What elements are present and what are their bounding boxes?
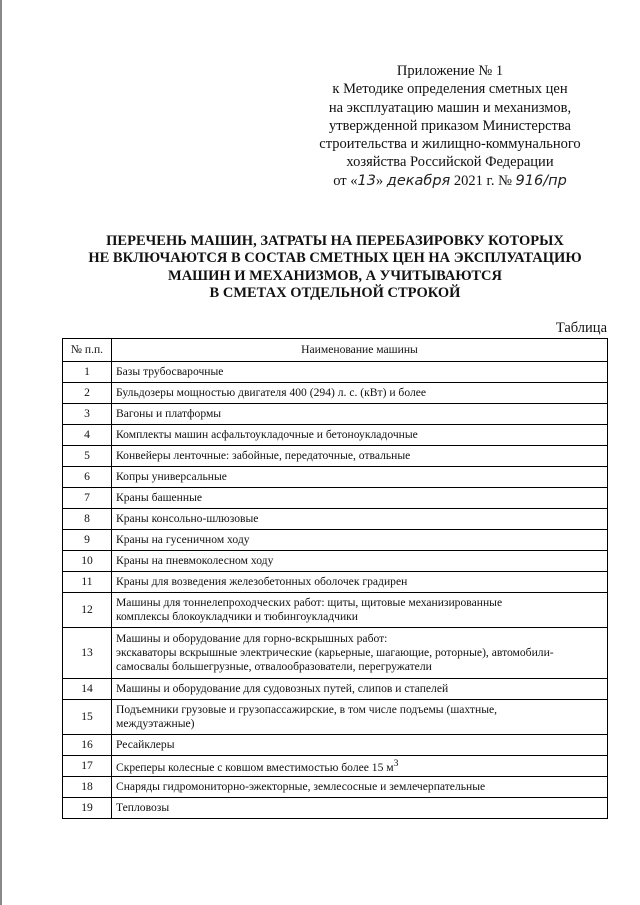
machine-name-line: экскаваторы вскрышные электрические (карьерные, шагающие, роторные), автомобили- (116, 646, 554, 659)
title-line: НЕ ВКЛЮЧАЮТСЯ В СОСТАВ СМЕТНЫХ ЦЕН НА ЭКСПЛУАТАЦИЮ (88, 250, 582, 267)
machine-name: Копры универсальные (112, 467, 608, 488)
table-row (63, 488, 608, 509)
table-row (63, 362, 608, 383)
appendix-line: на эксплуатацию машин и механизмов, (328, 99, 572, 116)
table-row (63, 467, 608, 488)
table-row (63, 756, 608, 777)
machine-name: Краны консольно-шлюзовые (112, 509, 608, 530)
title-line: В СМЕТАХ ОТДЕЛЬНОЙ СТРОКОЙ (209, 284, 461, 301)
date-year: 2021 (453, 172, 483, 189)
date-month-handwritten: декабря (386, 172, 451, 189)
table-row (63, 679, 608, 700)
row-number: 3 (63, 404, 112, 425)
machine-name (112, 700, 608, 735)
table-row (63, 572, 608, 593)
table-row (63, 446, 608, 467)
machine-name: Вагоны и платформы (112, 404, 608, 425)
row-number: 13 (63, 628, 112, 679)
machine-name-line: Подъемники грузовые и грузопассажирские, в том числе подъемы (шахтные, (116, 703, 498, 716)
machine-name: Ресайклеры (112, 735, 608, 756)
row-number: 4 (63, 425, 112, 446)
machine-name (112, 593, 608, 628)
table-row (63, 735, 608, 756)
appendix-line: хозяйства Российской Федерации (346, 154, 554, 171)
row-number: 10 (63, 551, 112, 572)
row-number: 11 (63, 572, 112, 593)
machines-table (62, 338, 608, 819)
table-row (63, 777, 608, 798)
appendix-line: строительства и жилищно-коммунального (319, 136, 581, 153)
title-line: ПЕРЕЧЕНЬ МАШИН, ЗАТРАТЫ НА ПЕРЕБАЗИРОВКУ КОТОРЫХ (106, 233, 564, 249)
title-line: МАШИН И МЕХАНИЗМОВ, А УЧИТЫВАЮТСЯ (168, 267, 502, 284)
header-name: Наименование машины (112, 339, 608, 362)
document-title (55, 233, 615, 302)
row-number: 2 (63, 383, 112, 404)
table-caption: Таблица (555, 320, 607, 336)
table-row (63, 509, 608, 530)
header-num: № п.п. (63, 339, 112, 362)
machine-name: Краны на пневмоколесном ходу (112, 551, 608, 572)
order-number-handwritten: 916/пр (515, 172, 567, 189)
machine-name: Краны на гусеничном ходу (112, 530, 608, 551)
row-number: 6 (63, 467, 112, 488)
machine-name-line: междуэтажные) (116, 717, 195, 730)
date-day-handwritten: 13 (357, 172, 376, 189)
date-prefix: от « (333, 172, 358, 189)
machine-name: Бульдозеры мощностью двигателя 400 (294) л. с. (кВт) и более (112, 383, 608, 404)
machine-name: Тепловозы (112, 798, 608, 819)
row-number: 8 (63, 509, 112, 530)
machine-name-text: Скреперы колесные с ковшом вместимостью более 15 м (116, 760, 394, 774)
row-number: 16 (63, 735, 112, 756)
appendix-header (300, 62, 600, 190)
table-row (63, 383, 608, 404)
table-row (63, 404, 608, 425)
table-row (63, 628, 608, 679)
appendix-number: Приложение № 1 (396, 63, 504, 79)
machine-name: Краны для возведения железобетонных оболочек градирен (112, 572, 608, 593)
order-date-line (300, 172, 600, 190)
page-edge (0, 0, 2, 905)
machine-name: Снаряды гидромониторно-эжекторные, землесосные и землечерпательные (112, 777, 608, 798)
machine-name: Базы трубосварочные (112, 362, 608, 383)
row-number: 7 (63, 488, 112, 509)
table-row (63, 425, 608, 446)
table-row (63, 593, 608, 628)
table-row (63, 798, 608, 819)
row-number: 14 (63, 679, 112, 700)
row-number: 18 (63, 777, 112, 798)
machine-name-line: комплексы блокоукладчики и тюбингоукладчики (116, 610, 358, 623)
machine-name (112, 756, 608, 777)
date-g: г. № (486, 172, 512, 189)
row-number: 19 (63, 798, 112, 819)
table-row (63, 530, 608, 551)
table-row (63, 551, 608, 572)
machine-name-line: Машины для тоннелепроходческих работ: щиты, щитовые механизированные (116, 596, 503, 609)
table-row (63, 700, 608, 735)
machine-name: Комплекты машин асфальтоукладочные и бетоноукладочные (112, 425, 608, 446)
appendix-line: к Методике определения сметных цен (332, 81, 568, 98)
superscript-cubed: 3 (393, 758, 399, 770)
appendix-line: утвержденной приказом Министерства (329, 117, 571, 134)
machine-name: Машины и оборудование для судовозных путей, слипов и стапелей (112, 679, 608, 700)
machine-name-line: Машины и оборудование для горно-вскрышных работ: (116, 632, 388, 645)
machine-name-line: самосвалы большегрузные, отвалообразователи, перегружатели (116, 660, 432, 673)
date-sep: » (375, 172, 384, 189)
row-number: 1 (63, 362, 112, 383)
row-number: 17 (63, 756, 112, 777)
row-number: 15 (63, 700, 112, 735)
table-header-row (63, 339, 608, 362)
row-number: 12 (63, 593, 112, 628)
row-number: 5 (63, 446, 112, 467)
machine-name: Краны башенные (112, 488, 608, 509)
row-number: 9 (63, 530, 112, 551)
machine-name (112, 628, 608, 679)
machine-name: Конвейеры ленточные: забойные, передаточные, отвальные (112, 446, 608, 467)
